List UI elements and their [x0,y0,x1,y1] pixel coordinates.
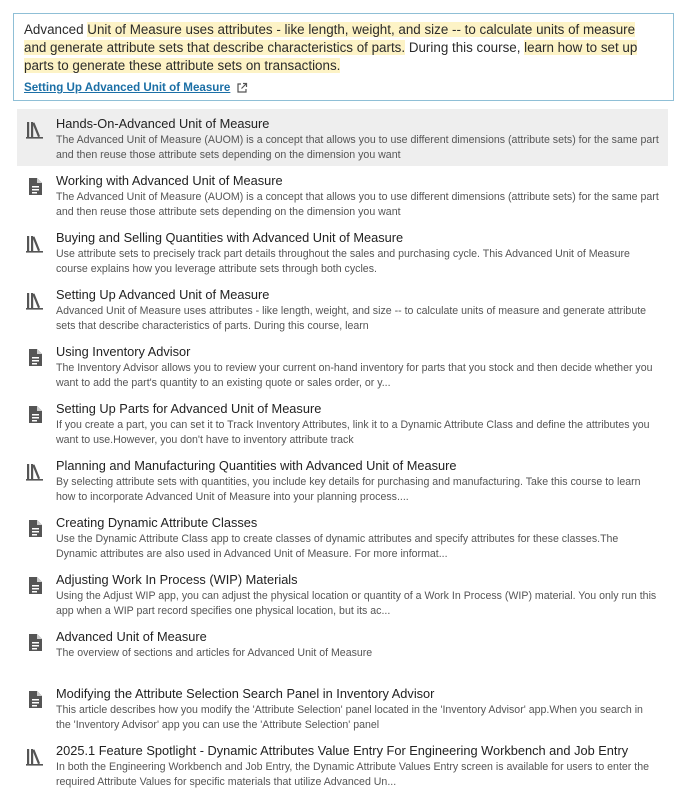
item-title[interactable]: Hands-On-Advanced Unit of Measure [56,116,270,131]
item-title[interactable]: Advanced Unit of Measure [56,629,207,644]
document-icon [26,690,44,709]
list-item[interactable] [17,565,668,622]
source-link[interactable] [24,81,248,94]
summary-text [24,21,660,75]
list-item[interactable] [17,394,668,451]
item-description: By selecting attribute sets with quantities, you include key details for purchasing and manufacturing. Take this course to learn how to incorporate Advanced Unit of Measure into your planning process.... [56,476,641,503]
list-item[interactable] [17,109,668,166]
summary-highlight: Unit of Measure uses attributes - like length, weight, and size -- to calculate units of measure and generate attribute sets that describe characteristics of parts. [24,22,636,55]
list-item[interactable] [17,736,668,793]
course-icon [26,120,44,139]
result-list [17,109,668,793]
list-item[interactable] [17,622,668,679]
document-icon [26,405,44,424]
item-title[interactable]: Working with Advanced Unit of Measure [56,173,283,188]
summary-card [13,13,674,101]
summary-highlight: learn how to set up parts to generate these attribute sets on transactions. [24,40,638,73]
external-link-icon [236,82,248,94]
item-description: Using the Adjust WIP app, you can adjust the physical location or quantity of a Work In Process (WIP) material. You only run this app when a WIP part record specifies one physical location, but its ac... [56,590,657,617]
course-icon [26,234,44,253]
item-title[interactable]: Creating Dynamic Attribute Classes [56,515,258,530]
list-item[interactable] [17,166,668,223]
summary-part: Advanced [24,22,88,37]
summary-part: During this course, [405,40,525,55]
document-icon [26,633,44,652]
course-icon [26,747,44,766]
item-description: In both the Engineering Workbench and Job Entry, the Dynamic Attribute Values Entry screen is available for users to enter the required Attribute Values for specific materials that utilize Advanced Un... [56,761,649,788]
item-title[interactable]: Using Inventory Advisor [56,344,191,359]
item-description: Advanced Unit of Measure uses attributes - like length, weight, and size -- to calculate units of measure and generate attribute sets that describe characteristics of parts. During this course, learn [56,305,647,332]
document-icon [26,177,44,196]
item-description: Use the Dynamic Attribute Class app to create classes of dynamic attributes and specify attributes for these classes.The Dynamic attributes are also used in Advanced Unit of Measure. For more informat... [56,533,619,560]
item-title[interactable]: Buying and Selling Quantities with Advanced Unit of Measure [56,230,404,245]
item-description: If you create a part, you can set it to Track Inventory Attributes, link it to a Dynamic Attribute Class and define the attributes you want to use.However, you don't have to inventory attribute track [56,419,650,446]
list-item[interactable] [17,223,668,280]
document-icon [26,519,44,538]
item-title[interactable]: Setting Up Parts for Advanced Unit of Measure [56,401,322,416]
item-description: The Inventory Advisor allows you to review your current on-hand inventory for parts that you stock and then decide whether you want to add the part's quantity to an existing quote or sales order, or y... [56,362,653,389]
item-description: Use attribute sets to precisely track part details throughout the sales and purchasing cycle. This Advanced Unit of Measure course explains how you leverage attribute sets through both cycles. [56,248,630,275]
item-title[interactable]: Setting Up Advanced Unit of Measure [56,287,270,302]
course-icon [26,462,44,481]
item-description: The overview of sections and articles for Advanced Unit of Measure [56,647,373,659]
item-title[interactable]: Modifying the Attribute Selection Search Panel in Inventory Advisor [56,686,435,701]
document-icon [26,348,44,367]
item-title[interactable]: 2025.1 Feature Spotlight - Dynamic Attributes Value Entry For Engineering Workbench and Job Entry [56,743,629,758]
item-title[interactable]: Planning and Manufacturing Quantities with Advanced Unit of Measure [56,458,457,473]
item-title[interactable]: Adjusting Work In Process (WIP) Materials [56,572,298,587]
source-link-label: Setting Up Advanced Unit of Measure [24,81,231,94]
list-item[interactable] [17,679,668,736]
item-description: The Advanced Unit of Measure (AUOM) is a concept that allows you to use different dimensions (attribute sets) for the same part and then reuse those attribute sets depending on the dimension you want [56,134,659,161]
list-item[interactable] [17,280,668,337]
course-icon [26,291,44,310]
list-item[interactable] [17,451,668,508]
document-icon [26,576,44,595]
list-item[interactable] [17,337,668,394]
item-description: The Advanced Unit of Measure (AUOM) is a concept that allows you to use different dimensions (attribute sets) for the same part and then reuse those attribute sets depending on the dimension you want [56,191,659,218]
item-description: This article describes how you modify the 'Attribute Selection' panel located in the 'Inventory Advisor' app.When you search in the 'Inventory Advisor' app you can use the 'Attribute Selection' panel [56,704,643,731]
list-item[interactable] [17,508,668,565]
